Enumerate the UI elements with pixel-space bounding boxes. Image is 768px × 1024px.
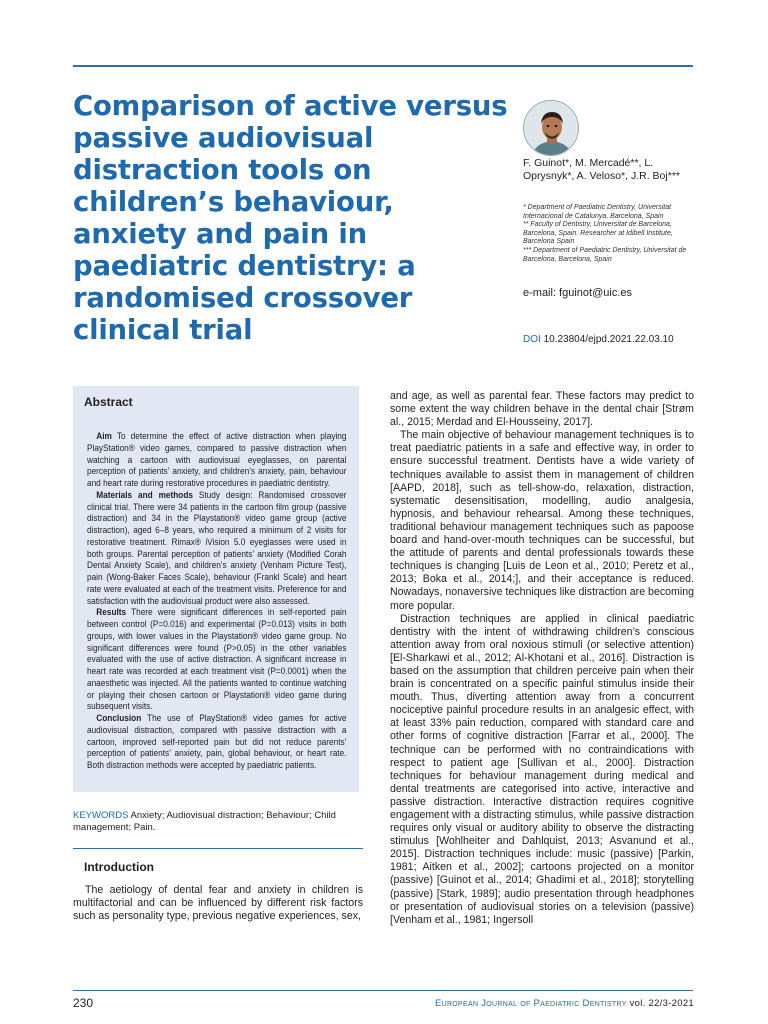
author-photo-image bbox=[524, 101, 579, 156]
results-label: Results bbox=[96, 607, 127, 618]
affiliation-item: ** Faculty of Dentistry, Universitat de Barcelona, Barcelona, Spain. Researcher at Idibell Institute, Barcelona Spain bbox=[523, 221, 673, 246]
journal-footer bbox=[435, 998, 694, 1009]
journal-name: European Journal of Paediatric Dentistry bbox=[434, 998, 627, 1009]
author-photo bbox=[523, 100, 579, 156]
abstract-methods bbox=[87, 490, 346, 608]
conclusion-text: The use of PlayStation® video games for active audiovisual distraction, compared with passive distraction with a cartoon, improved self-reported pain but did not reduce parents’ perception of patients’ anxiety, pain, global behaviour, or heart rate. Both distraction methods were accepted by paediatric patients. bbox=[87, 713, 347, 770]
aim-label: Aim bbox=[96, 431, 112, 441]
introduction-heading: Introduction bbox=[84, 860, 154, 874]
affiliation-item: *** Department of Paediatric Dentistry, Universitat de Barcelona, Barcelona, Spain bbox=[523, 246, 687, 263]
paragraph: The main objective of behaviour management techniques is to treat paediatric patients in a safe and effective way, in order to ensure successful treatment. Dentists have a wide variety of techniques available to assist them in management of children [AAPD, 2018], such as tell-show-do, relaxation, distraction, systematic desensitisation, modelling, audio analgesia, hypnosis, and behaviour rehearsal. Among these techniques, traditional behaviour management techniques such as papoose board and hand-over-mouth techniques can be successful, but the attitude of parents and dental professionals towards these techniques is changing [Luis de Leon et al., 2010; Peretz et al., 2013; Boka et al., 2014;], and their acceptance is reduced. Nowadays, nonaversive techniques like distraction are becoming more popular. bbox=[390, 429, 694, 612]
doi-value: 10.23804/ejpd.2021.22.03.10 bbox=[543, 334, 674, 345]
keywords-label: KEYWORDS bbox=[73, 810, 129, 821]
keywords bbox=[73, 810, 363, 834]
bottom-divider bbox=[73, 990, 693, 991]
page-number: 230 bbox=[73, 996, 94, 1010]
conclusion-label: Conclusion bbox=[96, 713, 142, 723]
methods-text: Study design: Randomised crossover clinical trial. There were 34 patients in the cartoon film group (passive distraction) and 34 in the Playstation® video game group (active distraction), aged 6–8 years, who required a minimum of 2 visits for restorative treatment. Rimax® iVision 5.0 eyeglasses were used in both groups. Parental perception of patients’ anxiety (Modified Corah Dental Anxiety Scale), and children’s anxiety (Venham Picture Test), pain (Wong-Baker Faces Scale), behaviour (Frankl Scale) and heart rate were evaluated at each of the treatment visits. Preference for and satisfaction with the audiovisual product were also assessed. bbox=[87, 489, 347, 606]
aim-text: To determine the effect of active distraction when playing PlayStation® video games, compared to passive distraction when watching a cartoon with audiovisual eyeglasses, on parental perception of patients’ anxiety, and children’s anxiety, pain, behaviour and heart rate during restorative procedures in paediatric dentistry. bbox=[87, 431, 347, 488]
contact-email: e-mail: fguinot@uic.es bbox=[523, 287, 632, 299]
introduction-divider bbox=[73, 848, 363, 849]
paragraph: Distraction techniques are applied in clinical paediatric dentistry with the intent of withdrawing children’s conscious attention away from oral noxious stimuli (or selective attention) [El-Sharkawi et al., 2012; Al-Khotani et al., 2016]. Distraction is based on the assumption that children perceive pain when their brain is concentrated on a specific painful stimulus inside their mouth. Thus, diverting attention away from a concurrent nociceptive painful procedure results in an analgesic effect, with at least 33% pain reduction, compared with standard care and other forms of cognitive distraction [Farrar et al., 2000]. The technique can be performed with no contraindications with respect to patient age [Sullivan et al., 2000]. Distraction techniques for behaviour management during medical and dental treatments are categorised into active, interactive and passive distraction. Interactive distraction requires cognitive engagement with a distracting stimulus, while passive distraction requires only visual or auditory ability to observe the distracting stimulus [Wohlheiter and Dahlquist, 2013; Asvanund et al., 2015]. Distraction techniques include: music (passive) [Parkin, 1981; Aitken et al., 2002]; cartoons projected on a monitor (passive) [Guinot et al., 2014; Ghadimi et al., 2018]; storytelling (passive) [Stark, 1989]; audio presentation through headphones or presentation of audiovisual stories on a television (passive) [Venham et al., 1981; Ingersoll bbox=[390, 612, 694, 926]
paragraph: The aetiology of dental fear and anxiety in children is multifactorial and can be influenced by different risk factors such as personality type, previous negative experiences, sex, bbox=[73, 884, 363, 922]
abstract-aim bbox=[87, 431, 346, 490]
abstract-heading: Abstract bbox=[84, 395, 133, 409]
introduction-body bbox=[73, 884, 363, 923]
results-text: There were significant differences in self-reported pain between control (P=0.016) and experimental (P=0.013) visits in both groups, with lower values in the Playstation® video game group. No significant differences were found (P>0.05) in the other variables evaluated with the use of active distraction. A significant increase in heart rate was recorded at each treatment visit (P=0.0001) when the anaesthetic was injected. All the patients wanted to continue watching or playing their chosen cartoon or Playstation® video game during subsequent visits. bbox=[87, 607, 347, 712]
top-divider bbox=[73, 65, 693, 67]
author-list: F. Guinot*, M. Mercadé**, L. Oprysnyk*, A. Veloso*, J.R. Boj*** bbox=[523, 157, 680, 182]
right-column-text bbox=[390, 390, 694, 927]
affiliations bbox=[523, 204, 703, 264]
abstract-conclusion bbox=[87, 713, 346, 772]
methods-label: Materials and methods bbox=[96, 489, 193, 500]
journal-volume: vol. 22/3-2021 bbox=[629, 998, 694, 1009]
keywords-text: Anxiety; Audiovisual distraction; Behaviour; Child management; Pain. bbox=[73, 810, 336, 833]
doi-label: DOI bbox=[523, 334, 541, 345]
abstract-body bbox=[87, 431, 346, 772]
affiliation-item: * Department of Paediatric Dentistry, Universitat Internacional de Catalunya, Barcelona, Spain bbox=[523, 204, 672, 220]
abstract-results bbox=[87, 607, 346, 713]
article-title: Comparison of active versus passive audiovisual distraction tools on children’s behaviour, anxiety and pain in paediatric dentistry: a randomised crossover clinical trial bbox=[73, 90, 508, 346]
doi-line bbox=[523, 334, 674, 345]
paragraph: and age, as well as parental fear. These factors may predict to some extent the way children behave in the dental chair [Strøm al., 2015; Merdad and El-Housseiny, 2017]. bbox=[390, 390, 694, 429]
